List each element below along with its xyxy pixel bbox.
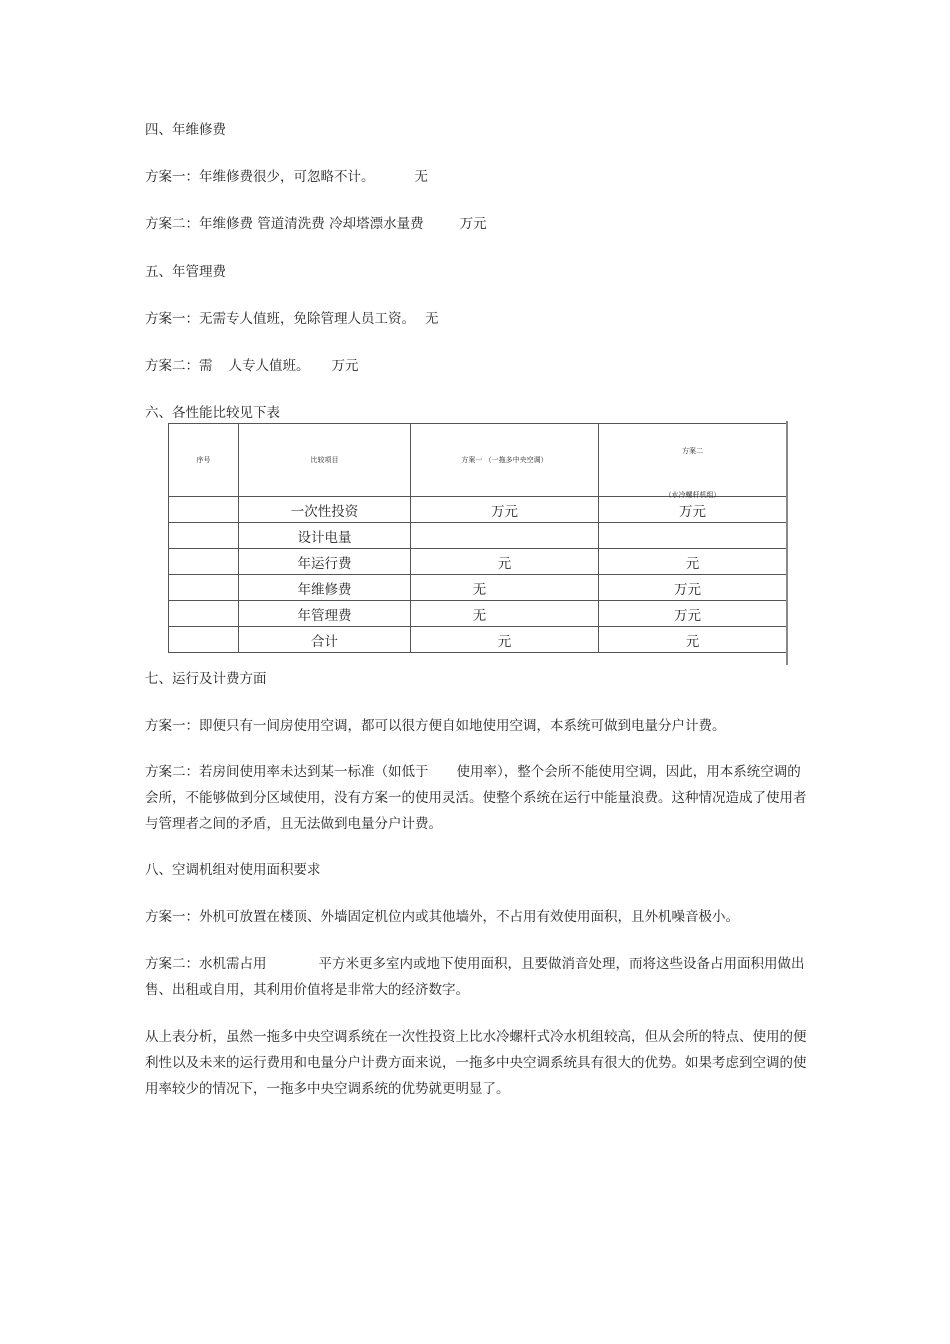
- section4-plan1-value: 无: [414, 169, 428, 185]
- section4-heading: 四、年维修费: [145, 122, 226, 138]
- section5-heading: 五、年管理费: [145, 264, 226, 280]
- comparison-table: [168, 423, 787, 653]
- row-plan1: 万元: [411, 497, 599, 523]
- row-item: 年管理费: [239, 601, 411, 627]
- section5-plan1-value: 无: [425, 311, 439, 327]
- conclusion-paragraph: 从上表分析，虽然一拖多中央空调系统在一次性投资上比水冷螺杆式冷水机组较高，但从会所的特点、使用的便利性以及未来的运行费用和电量分户计费方面来说，一拖多中央空调系统具有很大的优势。如果考虑到空调的使用率较少的情况下，一拖多中央空调系统的优势就更明显了。: [145, 1029, 807, 1097]
- section8-heading: 八、空调机组对使用面积要求: [145, 862, 321, 878]
- row-plan1: 无: [411, 601, 599, 627]
- row-item: 年维修费: [239, 575, 411, 601]
- section7-plan2-text-b: 使用率），整个会所不能使用空调，因此，用本系统空调的会所，不能够做到分区域使用，没有方案一的使用灵活。使整个系统在运行中能量浪费。这种情况造成了使用者与管理者之间的矛盾，且无法做到电量分户计费。: [145, 764, 807, 832]
- row-item: 设计电量: [239, 523, 411, 549]
- row-no: [169, 549, 239, 575]
- section7-plan1: 方案一：即便只有一间房使用空调，都可以很方便自如地使用空调，本系统可做到电量分户计费。: [145, 718, 726, 734]
- row-item: 合计: [239, 627, 411, 653]
- section8-plan2-text-b: 平方米更多室内或地下使用面积，且要做消音处理，而将这些设备占用面积用做出售、出租或自用，其利用价值将是非常大的经济数字。: [145, 956, 805, 998]
- table-row: [169, 549, 787, 575]
- section7-heading: 七、运行及计费方面: [145, 671, 267, 687]
- row-plan1: 元: [411, 627, 599, 653]
- row-plan1: 元: [411, 549, 599, 575]
- section6-heading: 六、各性能比较见下表: [145, 405, 280, 421]
- table-row: [169, 497, 787, 523]
- row-plan2: 万元: [599, 575, 787, 601]
- table-shadow: [786, 421, 788, 665]
- row-no: [169, 627, 239, 653]
- section5-plan1: [145, 309, 439, 329]
- section5-plan1-text: 方案一：无需专人值班，免除管理人员工资。: [145, 311, 415, 327]
- section7-plan2-text-a: 方案二：若房间使用率未达到某一标准（如低于: [145, 764, 429, 780]
- section8-plan2-text-a: 方案二：水机需占用: [145, 956, 267, 972]
- table-row: [169, 601, 787, 627]
- row-no: [169, 575, 239, 601]
- section4-plan2: [145, 214, 487, 234]
- row-plan2: 元: [599, 549, 787, 575]
- header-plan2: [599, 424, 787, 497]
- row-no: [169, 497, 239, 523]
- table-row: [169, 627, 787, 653]
- section5-plan2: [145, 356, 359, 376]
- section5-plan2-text-a: 方案二：需: [145, 358, 213, 374]
- row-plan2: [599, 523, 787, 549]
- section8-plan1: 方案一：外机可放置在楼顶、外墙固定机位内或其他墙外，不占用有效使用面积，且外机噪音极小。: [145, 909, 739, 925]
- row-plan1: [411, 523, 599, 549]
- table-header-row: [169, 424, 787, 497]
- section5-plan2-value: 万元: [331, 358, 359, 374]
- row-no: [169, 523, 239, 549]
- header-no: 序号: [169, 424, 239, 497]
- row-plan2: 万元: [599, 601, 787, 627]
- row-plan1: 无: [411, 575, 599, 601]
- row-item: 一次性投资: [239, 497, 411, 523]
- header-plan1: 方案一 （一拖多中央空调）: [411, 424, 599, 497]
- table-row: [169, 523, 787, 549]
- section4-plan2-text: 方案二：年维修费 管道清洗费 冷却塔漂水量费: [145, 216, 424, 232]
- section5-plan2-text-b: 人专人值班。: [228, 358, 310, 374]
- section4-plan1: [145, 167, 428, 187]
- section8-plan2: [145, 951, 813, 1003]
- section4-plan1-text: 方案一：年维修费很少，可忽略不计。: [145, 169, 375, 185]
- section4-plan2-value: 万元: [459, 216, 487, 232]
- section7-plan2: [145, 759, 813, 837]
- table-row: [169, 575, 787, 601]
- header-plan2-bottom: （水冷螺杆机组）: [664, 491, 721, 499]
- row-item: 年运行费: [239, 549, 411, 575]
- row-plan2: 元: [599, 627, 787, 653]
- row-plan2: 万元: [599, 497, 787, 523]
- header-plan2-top: 方案二: [682, 447, 703, 455]
- header-item: 比较项目: [239, 424, 411, 497]
- row-no: [169, 601, 239, 627]
